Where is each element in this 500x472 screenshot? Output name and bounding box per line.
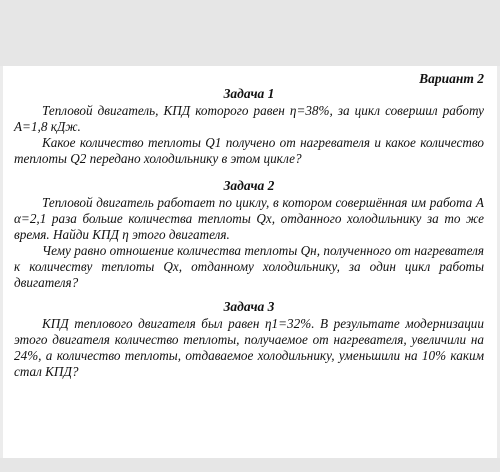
top-margin-strip [0, 0, 500, 66]
task-3-title: Задача 3 [223, 299, 275, 314]
variant-label: Вариант 2 [419, 71, 484, 86]
task-2-paragraph-1: Тепловой двигатель работает по циклу, в котором совершённая им работа А α=2,1 раза больше количества теплоты Qх, отданного холодильнику за то же время. Найди КПД η этого двигателя. [14, 195, 484, 242]
bottom-margin-strip [0, 458, 500, 472]
task-2 [14, 178, 484, 291]
task-3-paragraph-1: КПД теплового двигателя был равен η1=32%. В результате модернизации этого двигателя количество теплоты, получаемое от нагревателя, увеличили на 24%, а количество теплоты, отдаваемое холодильнику, уменьшили на 10% каким стал КПД? [14, 316, 484, 379]
task-2-paragraph-2: Чему равно отношение количества теплоты Qн, полученного от нагревателя к количеству теплоты Qх, отданному холодильнику, за один цикл работы двигателя? [14, 243, 484, 290]
task-1 [14, 86, 484, 167]
task-3 [14, 299, 484, 380]
task-2-title: Задача 2 [223, 178, 275, 193]
task-1-paragraph-1: Тепловой двигатель, КПД которого равен η=38%, за цикл совершил работу А=1,8 кДж. [14, 103, 484, 134]
task-1-title: Задача 1 [223, 86, 275, 101]
task-1-paragraph-2: Какое количество теплоты Q1 получено от нагревателя и какое количество теплоты Q2 передано холодильнику в этом цикле? [14, 135, 484, 166]
